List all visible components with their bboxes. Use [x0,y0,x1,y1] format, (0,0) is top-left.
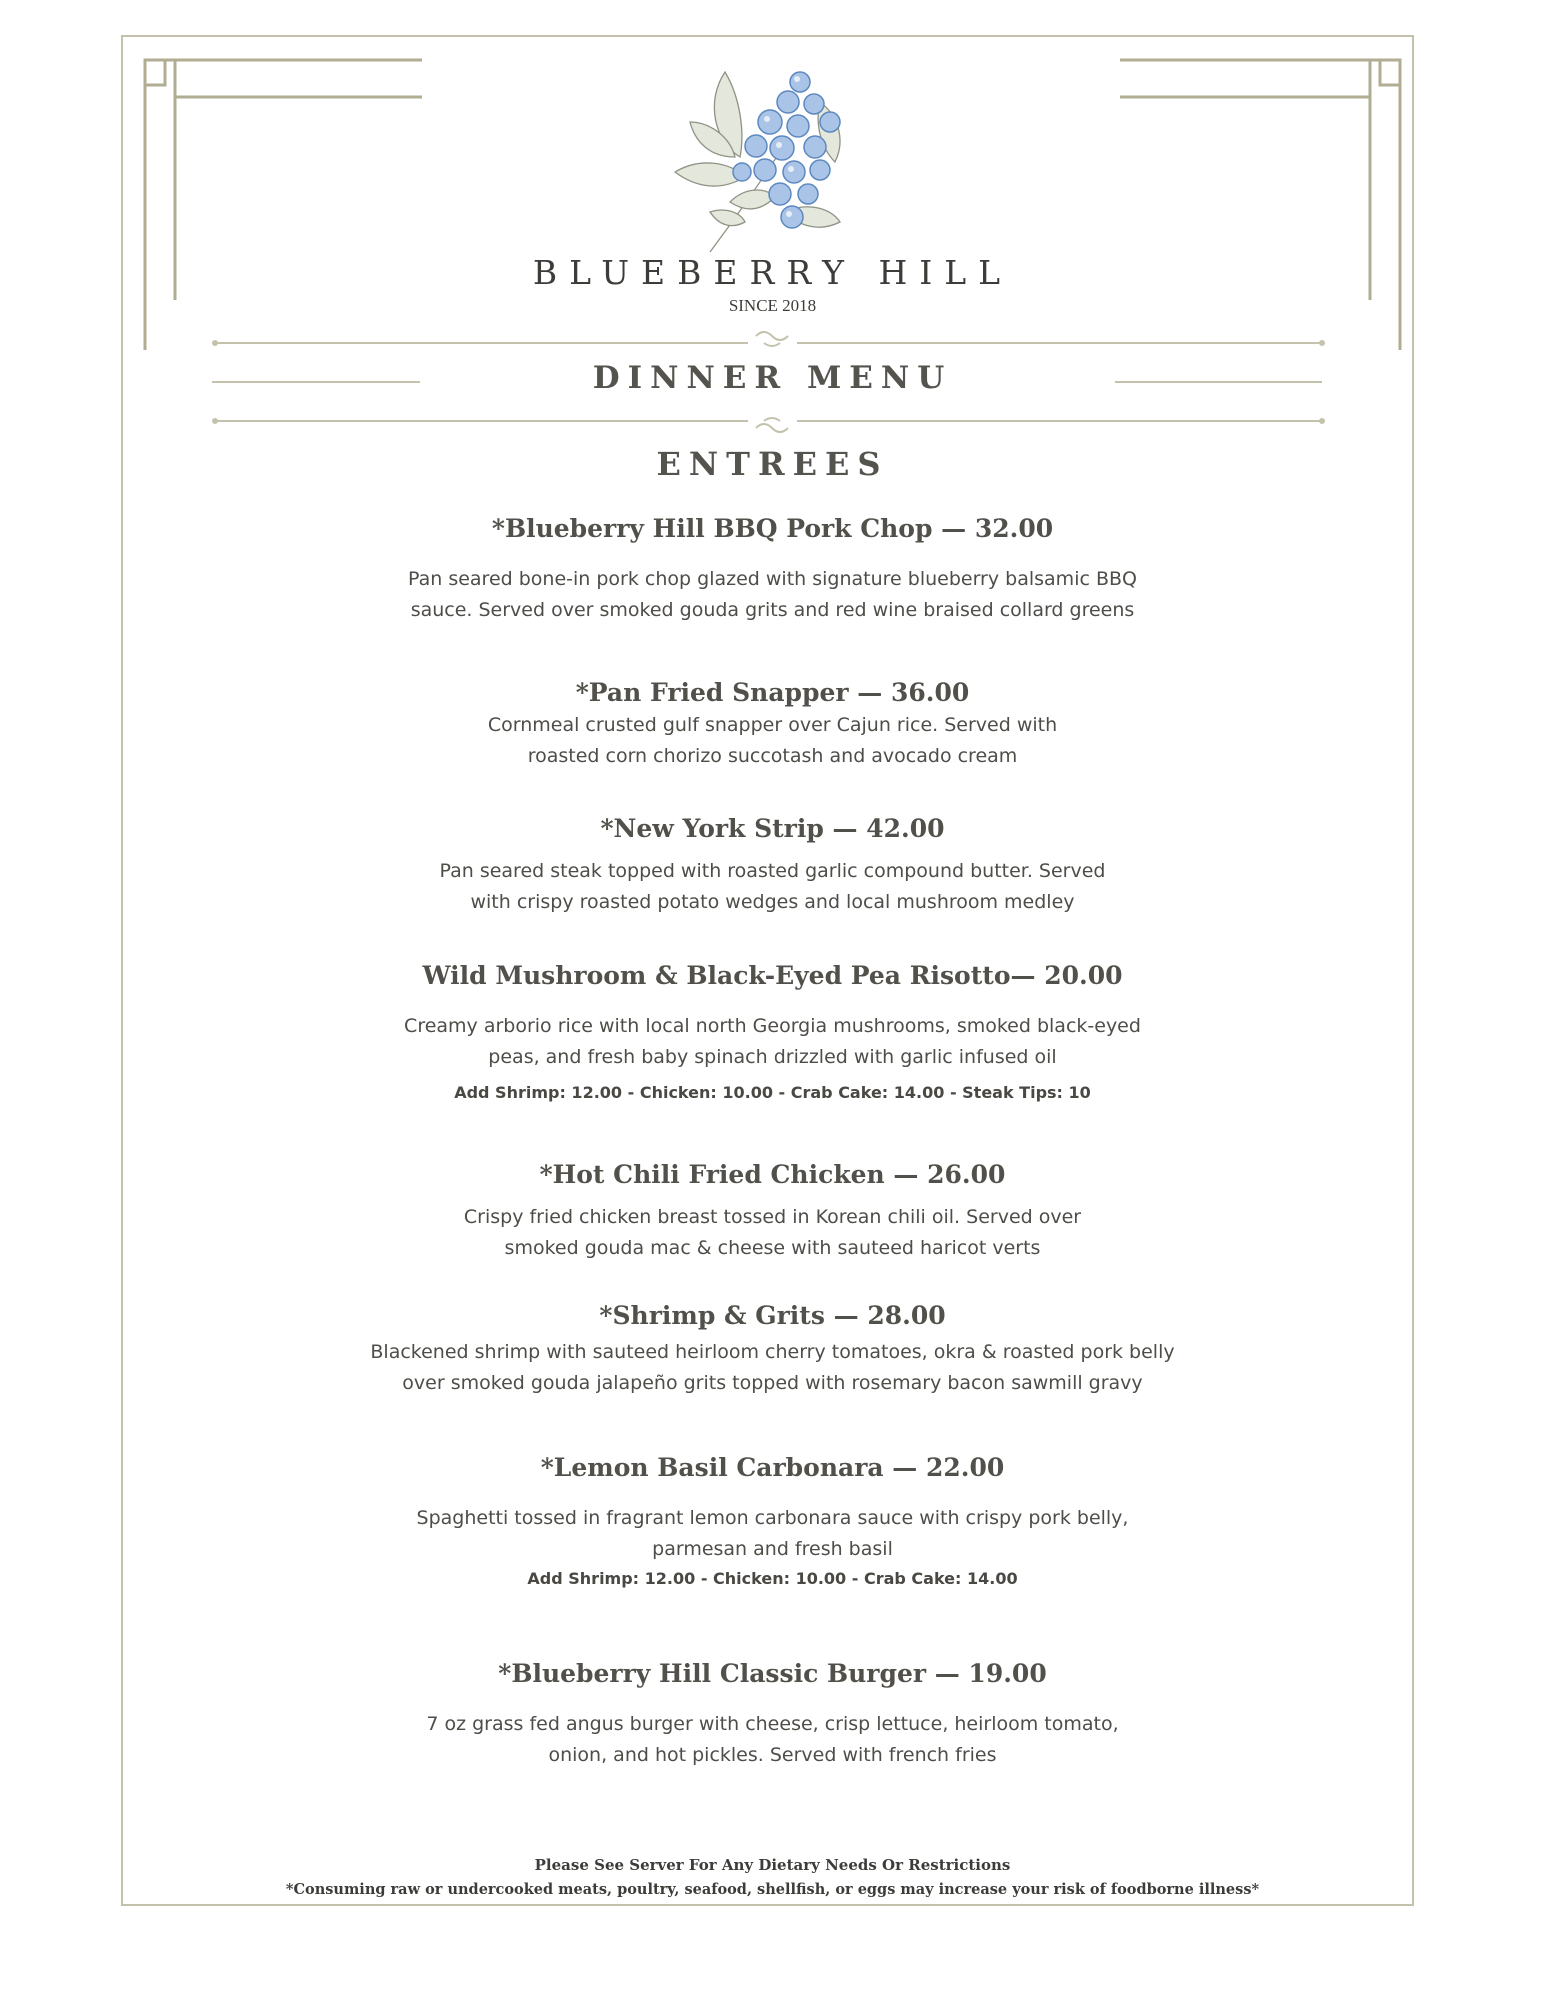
item-addons: Add Shrimp: 12.00 - Chicken: 10.00 - Crab Cake: 14.00 - Steak Tips: 10 [454,1083,1091,1102]
section-heading-entrees: ENTREES [656,445,889,483]
item-description [0,1011,1545,1073]
item-description [0,1709,1545,1771]
item-title: *Shrimp & Grits — 28.00 [599,1301,946,1330]
item-title: Wild Mushroom & Black-Eyed Pea Risotto— 20.00 [422,961,1123,990]
item-addons: Add Shrimp: 12.00 - Chicken: 10.00 - Crab Cake: 14.00 [527,1569,1018,1588]
page-title: DINNER MENU [592,360,953,396]
item-title: *Blueberry Hill BBQ Pork Chop — 32.00 [491,514,1054,543]
menu-item-ny-strip [0,812,1545,918]
blueberry-sprig-icon [670,62,875,257]
item-description-line: parmesan and fresh basil [652,1538,893,1560]
item-description-line: Pan seared bone-in pork chop glazed with signature blueberry balsamic BBQ [408,568,1137,590]
item-description-line: Pan seared steak topped with roasted garlic compound butter. Served [439,860,1106,882]
flourish-bottom [756,424,788,432]
menu-item-snapper [0,676,1545,772]
brand-since: SINCE 2018 [728,296,817,315]
item-description-line: Cornmeal crusted gulf snapper over Cajun rice. Served with [487,714,1058,736]
menu-item-carbonara [0,1451,1545,1588]
item-description-line: Blackened shrimp with sauteed heirloom cherry tomatoes, okra & roasted pork belly [370,1341,1175,1363]
flourish-top [756,332,788,340]
footer-dietary-note: Please See Server For Any Dietary Needs Or Restrictions [534,1856,1011,1874]
item-description-line: smoked gouda mac & cheese with sauteed haricot verts [504,1237,1041,1259]
item-description-line: onion, and hot pickles. Served with french fries [548,1744,997,1766]
footer-health-warning: *Consuming raw or undercooked meats, poultry, seafood, shellfish, or eggs may increase your risk of foodborne illness* [285,1881,1260,1898]
item-title: *Lemon Basil Carbonara — 22.00 [540,1453,1005,1482]
item-description-line: Spaghetti tossed in fragrant lemon carbonara sauce with crispy pork belly, [416,1507,1129,1529]
item-title: *Hot Chili Fried Chicken — 26.00 [539,1160,1006,1189]
item-title: *New York Strip — 42.00 [600,814,945,843]
menu-item-risotto [0,959,1545,1102]
item-description-line: roasted corn chorizo succotash and avocado cream [527,745,1018,767]
item-description [0,564,1545,626]
item-description-line: Creamy arborio rice with local north Georgia mushrooms, smoked black-eyed [404,1015,1141,1037]
menu-item-burger [0,1657,1545,1771]
item-description-line: with crispy roasted potato wedges and local mushroom medley [470,891,1075,913]
item-description-line: 7 oz grass fed angus burger with cheese, crisp lettuce, heirloom tomato, [426,1713,1119,1735]
item-title: *Blueberry Hill Classic Burger — 19.00 [498,1659,1047,1688]
item-description-line: peas, and fresh baby spinach drizzled with garlic infused oil [488,1046,1057,1068]
item-description [0,1337,1545,1399]
item-description [0,1202,1545,1264]
item-description [0,710,1545,772]
menu-item-pork-chop [0,512,1545,626]
brand-name: BLUEBERRY HILL [532,253,1013,292]
item-description-line: over smoked gouda jalapeño grits topped with rosemary bacon sawmill gravy [402,1372,1143,1394]
item-description-line: sauce. Served over smoked gouda grits and red wine braised collard greens [410,599,1135,621]
item-description [0,856,1545,918]
item-description [0,1503,1545,1565]
item-description-line: Crispy fried chicken breast tossed in Korean chili oil. Served over [463,1206,1082,1228]
menu-item-hot-chili-chicken [0,1158,1545,1264]
menu-item-shrimp-grits [0,1299,1545,1399]
item-title: *Pan Fried Snapper — 36.00 [575,678,970,707]
